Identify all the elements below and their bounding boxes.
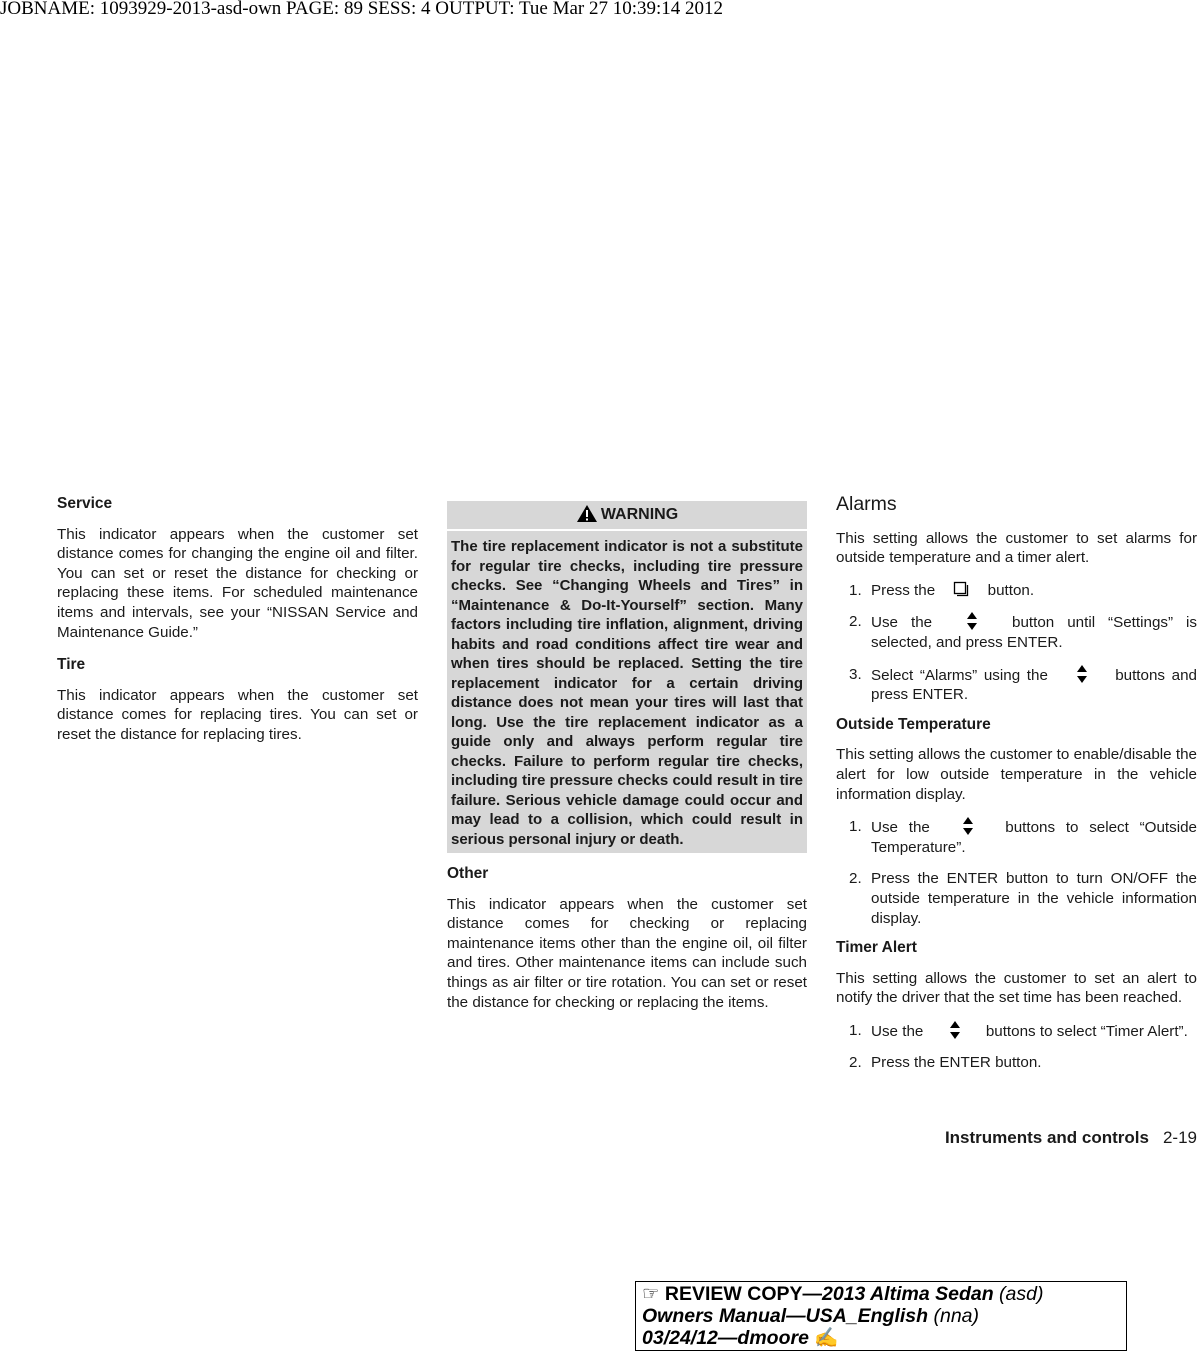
- warning-text: The tire replacement indicator is not a substitute for regular tire checks, including tire pressure checks. See “Changing Wheels and Tires” in “Maintenance & Do-It-Yourself” section. Many factors including tire inflation, alignment, driving habits and road conditions affect tire wear and when tires should be replaced. Setting the tire replacement indicator for a certain driving distance does not mean your tires will last that long. Use the tire replacement indicator as a guide only and always perform regular tire checks. Failure to perform regular tire checks, including tire pressure checks could result in tire failure. Serious vehicle damage could occur and may lead to a collision, which could result in serious personal injury or death.: [451, 538, 803, 848]
- warning-triangle-icon: [576, 504, 598, 523]
- alarms-steps: [836, 581, 1197, 705]
- page-number: 2-19: [1162, 1128, 1197, 1147]
- section-title: Instruments and controls: [944, 1128, 1149, 1147]
- column-right: [836, 494, 1197, 1085]
- alarms-text: This setting allows the customer to set alarms for outside temperature and a timer alert.: [836, 529, 1197, 567]
- timer-alert-steps: [836, 1021, 1197, 1073]
- job-header: JOBNAME: 1093929-2013-asd-own PAGE: 89 SESS: 4 OUTPUT: Tue Mar 27 10:39:14 2012: [0, 0, 724, 19]
- warning-header: [447, 501, 807, 531]
- list-item: 2. Press the ENTER button.: [849, 1054, 1042, 1072]
- column-left: [57, 494, 418, 745]
- up-down-arrows-icon: [961, 817, 975, 835]
- list-item: 3. Select “Alarms” using the buttons and press ENTER.: [849, 665, 1197, 704]
- review-copy-box: ☞ REVIEW COPY—2013 Altima Sedan (asd) Owners Manual—USA_English (nna) 03/24/12—dmoore ✍: [635, 1281, 1127, 1351]
- timer-alert-heading: Timer Alert: [836, 939, 917, 957]
- outside-temperature-steps: [836, 817, 1197, 928]
- service-text: This indicator appears when the customer set distance comes for changing the engine oil and filter. You can set or reset the distance for checking or replacing these items. For scheduled maintenance items and intervals, see your “NISSAN Service and Maintenance Guide.”: [57, 525, 418, 641]
- list-item: 2. Use the button until “Settings” is selected, and press ENTER.: [849, 613, 1197, 651]
- page-footer: [910, 1128, 1197, 1148]
- list-item: 1. Press the button.: [849, 581, 1035, 599]
- alarms-heading: Alarms: [836, 493, 897, 515]
- up-down-arrows-icon: [965, 612, 979, 630]
- up-down-arrows-icon: [948, 1021, 962, 1039]
- service-heading: Service: [57, 495, 113, 512]
- pointing-hand-icon: ☞: [642, 1283, 660, 1305]
- info-display-icon: [953, 581, 969, 597]
- list-item: 2. Press the ENTER button to turn ON/OFF the outside temperature in the vehicle information display.: [849, 870, 1197, 927]
- outside-temperature-text: This setting allows the customer to enable/disable the alert for low outside temperature in the vehicle information display.: [836, 746, 1197, 803]
- warning-title: WARNING: [600, 506, 679, 523]
- column-middle: [447, 501, 807, 1012]
- warning-box: [447, 501, 807, 853]
- tire-heading: Tire: [57, 656, 86, 674]
- other-heading: Other: [447, 865, 489, 882]
- outside-temperature-heading: Outside Temperature: [836, 715, 991, 733]
- other-text: This indicator appears when the customer set distance comes for checking or replacing maintenance items other than the engine oil, oil filter and tires. Other maintenance items can include such things as air filter or tire rotation. You can set or reset the distance for checking or replacing the items.: [447, 895, 807, 1011]
- writing-hand-icon: ✍: [814, 1327, 839, 1349]
- up-down-arrows-icon: [1075, 665, 1089, 683]
- tire-text: This indicator appears when the customer set distance comes for replacing tires. You can set or reset the distance for replacing tires.: [57, 686, 418, 743]
- list-item: 1. Use the buttons to select “Timer Alert”.: [849, 1021, 1188, 1040]
- list-item: 1. Use the buttons to select “Outside Temperature”.: [849, 818, 1197, 856]
- timer-alert-text: This setting allows the customer to set an alert to notify the driver that the set time has been reached.: [836, 969, 1197, 1007]
